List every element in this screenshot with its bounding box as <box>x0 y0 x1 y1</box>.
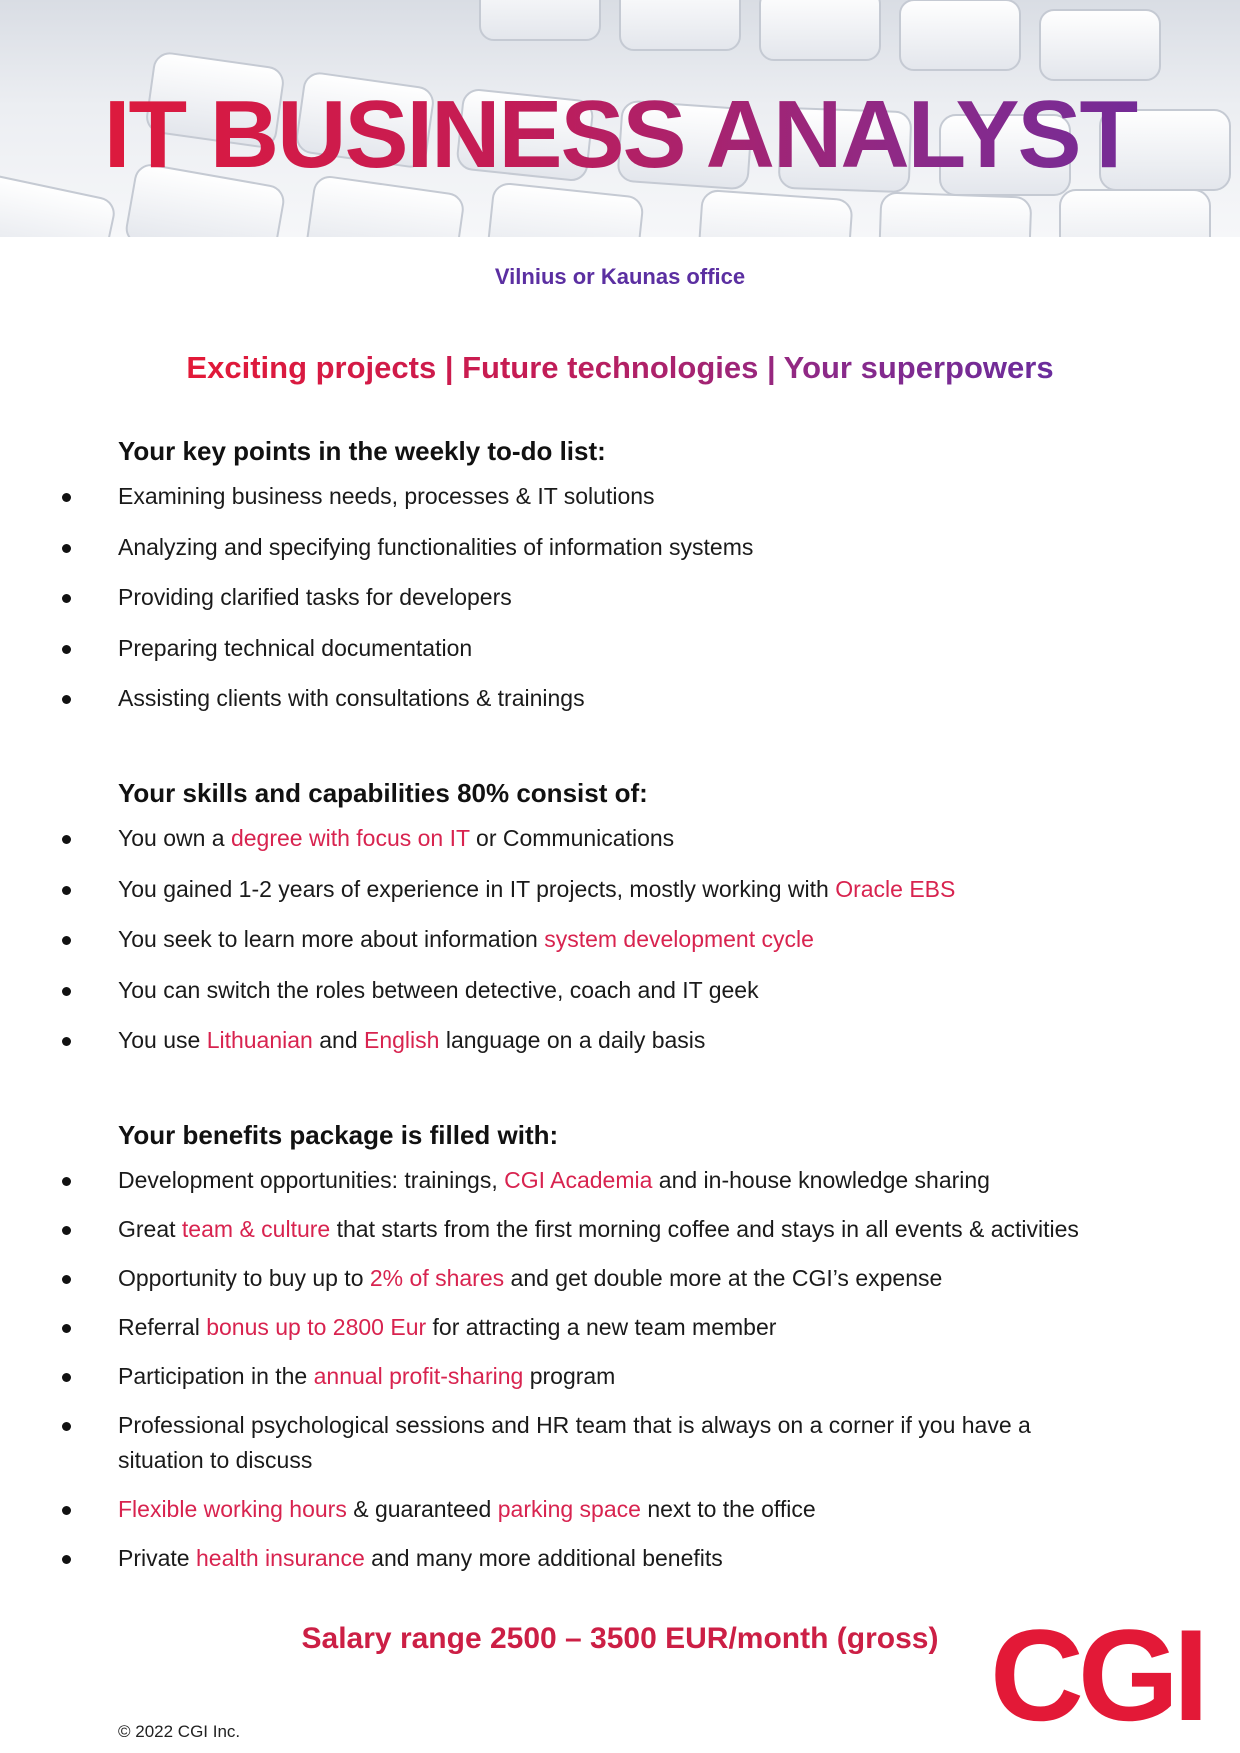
skills-list <box>0 821 1240 1074</box>
highlight-text: degree with focus on IT <box>230 825 470 851</box>
list-item <box>0 681 1118 716</box>
list-item <box>0 1212 1118 1247</box>
highlight-text: system development cycle <box>544 926 814 952</box>
list-item <box>0 1261 1118 1296</box>
section-heading-todo: Your key points in the weekly to-do list: <box>118 436 606 466</box>
todo-list <box>0 479 1240 732</box>
list-item <box>0 530 1118 565</box>
section-heading-benefits: Your benefits package is filled with: <box>118 1120 559 1150</box>
benefits-list <box>0 1163 1240 1590</box>
tagline <box>0 347 1240 389</box>
highlight-text: annual profit-sharing <box>313 1363 524 1389</box>
highlight-text: 2% of shares <box>369 1265 505 1291</box>
copyright: © 2022 CGI Inc. <box>118 1722 241 1741</box>
item-text: Private <box>118 1545 196 1571</box>
item-text: or Communications <box>469 825 675 851</box>
item-text: Professional psychological sessions and HR team that is always on a corner if you have a situation to discuss <box>118 1412 1031 1473</box>
list-item <box>0 872 1118 907</box>
list-item <box>0 1310 1118 1345</box>
item-text: Examining business needs, processes & IT solutions <box>118 483 655 509</box>
list-item <box>0 1023 1118 1058</box>
list-item <box>0 1408 1118 1478</box>
highlight-text: Oracle EBS <box>835 875 956 902</box>
item-text: Preparing technical documentation <box>118 634 473 661</box>
item-text: and <box>312 1027 364 1053</box>
item-text: You gained 1-2 years of experience in IT projects, mostly working with <box>118 875 836 902</box>
item-text: and many more additional benefits <box>364 1545 723 1571</box>
item-text: You own a <box>118 825 231 851</box>
tagline-text: Exciting projects | Future technologies | Your superpowers <box>186 350 1054 385</box>
item-text: Development opportunities: trainings, <box>118 1167 505 1193</box>
item-text: You seek to learn more about information <box>118 926 545 952</box>
highlight-text: bonus up to 2800 Eur <box>206 1314 427 1340</box>
list-item <box>0 1359 1118 1394</box>
item-text: Referral <box>118 1314 207 1340</box>
highlight-text: Lithuanian <box>206 1027 313 1053</box>
item-text: Analyzing and specifying functionalities of information systems <box>118 533 754 560</box>
highlight-text: parking space <box>497 1496 641 1522</box>
list-item <box>0 1492 1118 1527</box>
item-text: Participation in the <box>118 1363 314 1389</box>
list-item <box>0 973 1118 1008</box>
item-text: You use <box>118 1027 207 1053</box>
highlight-text: CGI Academia <box>504 1167 653 1193</box>
list-item <box>0 631 1118 666</box>
item-text: for attracting a new team member <box>426 1314 777 1340</box>
salary-range: Salary range 2500 – 3500 EUR/month (gross) <box>301 1622 939 1655</box>
list-item <box>0 1163 1118 1198</box>
highlight-text: English <box>364 1027 440 1053</box>
cgi-logo: CGI <box>990 1602 1204 1748</box>
list-item <box>0 580 1118 615</box>
item-text: program <box>523 1363 616 1389</box>
item-text: Great <box>118 1216 182 1242</box>
item-text: Opportunity to buy up to <box>118 1265 370 1291</box>
item-text: & guaranteed <box>346 1496 498 1522</box>
page-title: IT BUSINESS ANALYST <box>0 80 1240 190</box>
hero-banner <box>0 0 1240 237</box>
list-item <box>0 821 1118 856</box>
highlight-text: team & culture <box>181 1216 331 1242</box>
list-item <box>0 922 1118 957</box>
highlight-text: Flexible working hours <box>118 1496 347 1522</box>
office-location: Vilnius or Kaunas office <box>494 264 746 289</box>
section-heading-skills: Your skills and capabilities 80% consist of: <box>118 778 648 808</box>
item-text: language on a daily basis <box>439 1027 706 1053</box>
highlight-text: health insurance <box>195 1545 365 1571</box>
item-text: and in-house knowledge sharing <box>652 1167 990 1193</box>
list-item <box>0 1541 1118 1576</box>
item-text: Assisting clients with consultations & trainings <box>118 685 585 711</box>
item-text: Providing clarified tasks for developers <box>118 584 512 610</box>
item-text: You can switch the roles between detective, coach and IT geek <box>118 976 759 1003</box>
list-item <box>0 479 1118 514</box>
item-text: next to the office <box>640 1496 816 1522</box>
item-text: that starts from the first morning coffee and stays in all events & activities <box>330 1216 1079 1242</box>
item-text: and get double more at the CGI’s expense <box>504 1265 943 1291</box>
